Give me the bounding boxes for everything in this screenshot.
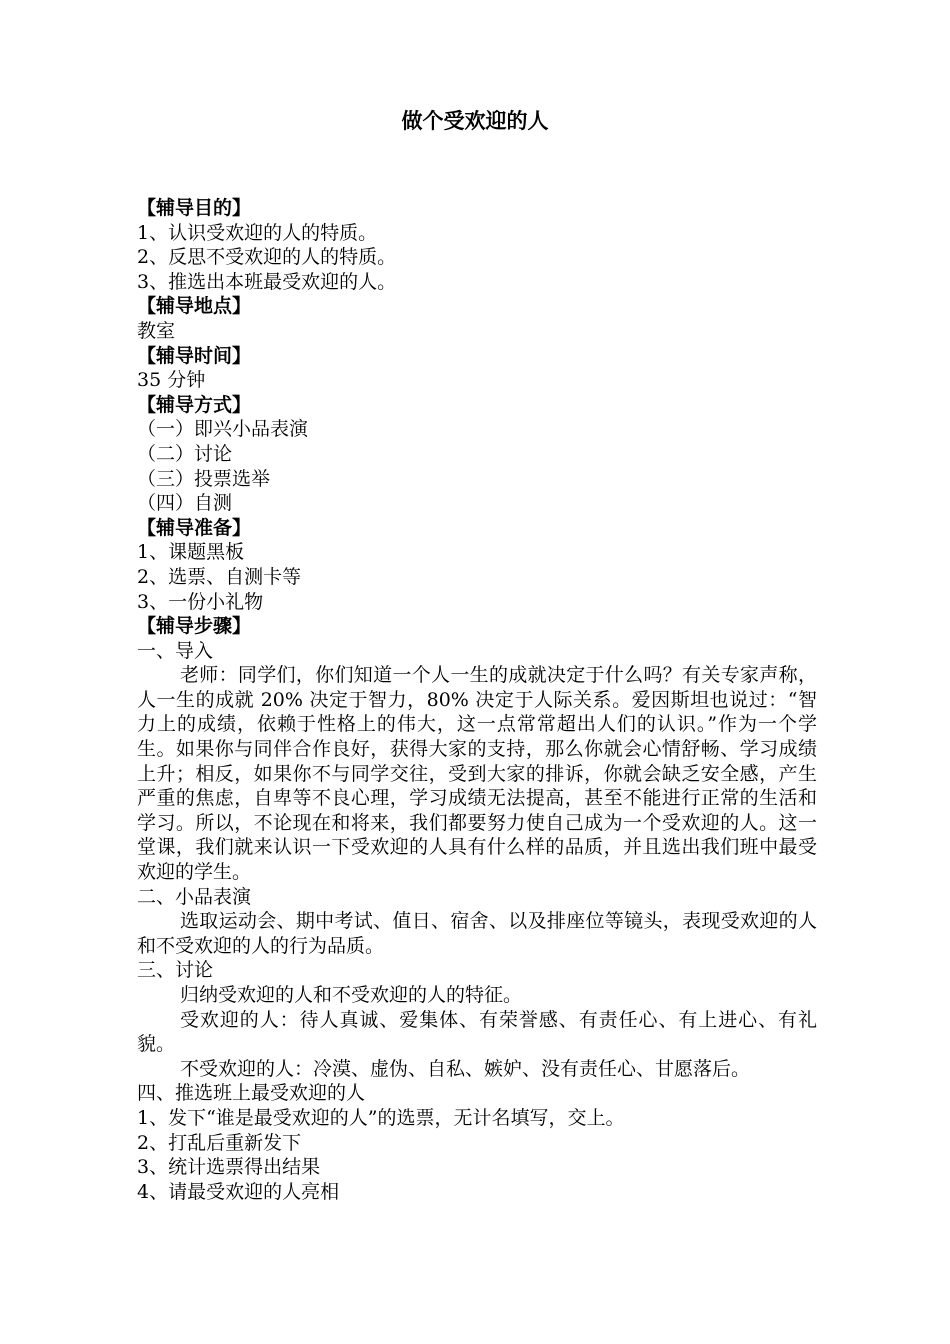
document-body: [137, 196, 817, 1204]
vote-item: 2、打乱后重新发下: [137, 1131, 302, 1154]
preparation-heading: 【辅导准备】: [137, 516, 252, 539]
location-value: 教室: [137, 319, 176, 342]
step-paragraph: 选取运动会、期中考试、值日、宿舍、以及排座位等镜头，表现受欢迎的人和不受欢迎的人的行为品质。: [137, 910, 817, 957]
step-paragraph: 归纳受欢迎的人和不受欢迎的人的特征。: [180, 984, 523, 1006]
time-value: 35 分钟: [137, 369, 206, 392]
method-item: （三）投票选举: [137, 467, 271, 490]
purpose-item: 2、反思不受欢迎的人的特质。: [137, 246, 397, 269]
preparation-item: 2、选票、自测卡等: [137, 565, 302, 588]
step-title: 四、推选班上最受欢迎的人: [137, 1082, 366, 1105]
step-title: 三、讨论: [137, 959, 214, 982]
step-title: 二、小品表演: [137, 885, 252, 908]
time-heading: 【辅导时间】: [137, 344, 252, 367]
location-heading: 【辅导地点】: [137, 295, 252, 318]
vote-item: 4、请最受欢迎的人亮相: [137, 1180, 340, 1203]
step-paragraph: 老师：同学们，你们知道一个人一生的成就决定于什么吗？有关专家声称，人一生的成就 20% 决定于智力，80% 决定于人际关系。爱因斯坦也说过：“智力上的成绩，依赖于性格上的伟大，这一点常常超出人们的认识。”作为一个学生。如果你与同伴合作良好，获得大家的支持，那么你就会心情舒畅、学习成绩上升；相反，如果你不与同学交往，受到大家的排诉，你就会缺乏安全感，产生严重的焦虑，自卑等不良心理，学习成绩无法提高，甚至不能进行正常的生活和学习。所以，不论现在和将来，我们都要努力使自己成为一个受欢迎的人。这一堂课，我们就来认识一下受欢迎的人具有什么样的品质，并且选出我们班中最受欢迎的学生。: [137, 664, 817, 884]
step-paragraph: 受欢迎的人：待人真诚、爱集体、有荣誉感、有责任心、有上进心、有礼貌。: [137, 1008, 817, 1056]
vote-item: 1、发下“谁是最受欢迎的人”的选票，无计名填写，交上。: [137, 1106, 625, 1129]
preparation-item: 1、课题黑板: [137, 541, 245, 564]
step-title: 一、导入: [137, 639, 214, 662]
document-title: 做个受欢迎的人: [401, 109, 549, 133]
purpose-heading: 【辅导目的】: [137, 197, 252, 219]
method-item: （四）自测: [137, 492, 233, 515]
preparation-item: 3、一份小礼物: [137, 590, 264, 613]
method-heading: 【辅导方式】: [137, 393, 252, 416]
method-item: （一）即兴小品表演: [137, 418, 309, 441]
purpose-item: 1、认识受欢迎的人的特质。: [137, 221, 378, 244]
steps-heading: 【辅导步骤】: [137, 615, 252, 638]
purpose-item: 3、推选出本班最受欢迎的人。: [137, 270, 397, 293]
vote-item: 3、统计选票得出结果: [137, 1156, 321, 1179]
method-item: （二）讨论: [137, 442, 233, 465]
step-paragraph: 不受欢迎的人：冷漠、虚伪、自私、嫉妒、没有责任心、甘愿落后。: [180, 1057, 751, 1080]
